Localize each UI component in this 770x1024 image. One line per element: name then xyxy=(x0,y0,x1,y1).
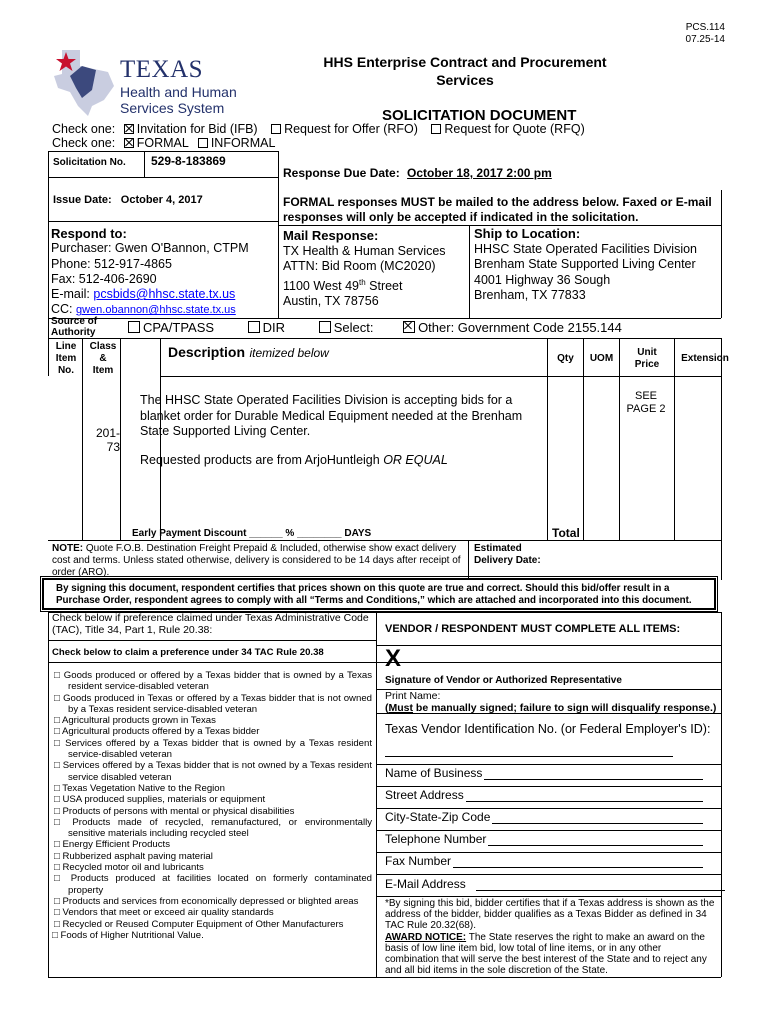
check-one-label-2: Check one: xyxy=(52,136,116,150)
business-field[interactable] xyxy=(385,766,703,780)
description-note: itemized below xyxy=(249,346,329,360)
preference-label: Goods produced in Texas or offered by a Texas bidder that is not owned by a Texas resident service-disabled veteran xyxy=(63,692,372,715)
formal-notice: FORMAL responses MUST be mailed to the address below. Faxed or E-mail responses will only be accepted if indicated in the solicitation. xyxy=(283,195,712,224)
header-qty: Qty xyxy=(557,353,574,364)
note-label: NOTE: xyxy=(52,543,84,554)
preference-item[interactable] xyxy=(54,896,372,907)
preference-item[interactable] xyxy=(54,919,372,930)
preference-label: Agricultural products grown in Texas xyxy=(61,715,216,727)
preference-label: Rubberized asphalt paving material xyxy=(62,850,213,862)
select-label: Select: xyxy=(333,320,374,335)
preference-label: Agricultural products offered by a Texas bidder xyxy=(61,726,260,738)
rfq-checkbox[interactable] xyxy=(431,124,441,134)
phone: Phone: 512-917-4865 xyxy=(51,256,172,271)
response-due-label: Response Due Date: xyxy=(283,166,400,180)
solicitation-number: 529-8-183869 xyxy=(151,154,226,168)
preference-item[interactable] xyxy=(54,862,372,873)
other-label: Other: Government Code 2155.144 xyxy=(418,320,622,335)
preference-label: USA produced supplies, materials or equipment xyxy=(62,794,266,806)
preference-label: Texas Vegetation Native to the Region xyxy=(62,782,225,794)
header-description xyxy=(168,344,329,362)
ship-to-title: Ship to Location: xyxy=(474,226,581,241)
informal-label: INFORMAL xyxy=(210,136,276,150)
vendor-must: VENDOR / RESPONDENT MUST COMPLETE ALL ITEMS: xyxy=(385,623,681,635)
ship-to-block xyxy=(474,226,697,304)
preference-label: Vendors that meet or exceed air quality standards xyxy=(62,907,274,919)
email-input[interactable] xyxy=(476,879,725,891)
agency-title-line1: HHS Enterprise Contract and Procurement xyxy=(323,54,607,70)
preference-item[interactable] xyxy=(54,794,372,805)
telephone-field[interactable] xyxy=(385,832,703,846)
delivery-date-label: Estimated Delivery Date: xyxy=(474,543,541,566)
form-revision: 07.25-14 xyxy=(685,34,725,45)
print-note-paren: ( xyxy=(385,702,389,714)
preference-last-checkbox[interactable]: □ xyxy=(52,929,58,941)
print-name-block xyxy=(385,690,716,714)
cc-link[interactable]: gwen.obannon@hhsc.state.tx.us xyxy=(76,304,236,317)
email-field-label: E-Mail Address xyxy=(385,877,466,891)
preference-list xyxy=(54,670,372,941)
mail-line4: Austin, TX 78756 xyxy=(283,294,379,309)
preference-item[interactable] xyxy=(54,715,372,726)
doc-title: SOLICITATION DOCUMENT xyxy=(382,107,577,124)
item-desc-line3: State Supported Living Center. xyxy=(140,424,311,438)
response-due xyxy=(283,166,552,180)
preference-item[interactable] xyxy=(54,907,372,918)
purchaser: Purchaser: Gwen O'Bannon, CTPM xyxy=(51,241,249,256)
authority-options xyxy=(128,320,622,335)
logo-line2: Health and Human xyxy=(120,84,237,100)
rfq-label: Request for Quote (RFQ) xyxy=(444,122,585,136)
mail-line3-sup: th xyxy=(358,277,366,287)
certify-text: By signing this document, respondent certifies that prices shown on this quote are true and correct. Should this bid/offer result in a Purchase Order, respondent agrees to comply with all “Terms and Conditions,” which are attached and incorporated into this document. xyxy=(56,583,692,606)
dir-label: DIR xyxy=(262,320,286,335)
agency-title xyxy=(290,53,640,89)
preference-checkbox[interactable]: □ xyxy=(54,895,60,907)
item-desc-line1: The HHSC State Operated Facilities Division is accepting bids for a xyxy=(140,393,513,407)
fax-input[interactable] xyxy=(453,856,703,868)
ship-line1: HHSC State Operated Facilities Division xyxy=(474,241,697,256)
ship-line4: Brenham, TX 77833 xyxy=(474,288,586,302)
item-unit-price: SEE PAGE 2 xyxy=(626,390,666,415)
other-checkbox[interactable] xyxy=(403,321,415,333)
formal-checkbox[interactable] xyxy=(124,138,134,148)
city-input[interactable] xyxy=(492,812,703,824)
preference-checkbox[interactable]: □ xyxy=(54,816,65,828)
signature-label: Signature of Vendor or Authorized Representative xyxy=(385,675,622,686)
fax-label: Fax Number xyxy=(385,854,452,868)
preference-item[interactable] xyxy=(54,726,372,737)
ship-line3: 4001 Highway 36 Sough xyxy=(474,272,611,287)
street-input[interactable] xyxy=(466,790,703,802)
award-label: AWARD NOTICE: xyxy=(385,931,467,943)
tin-label: Texas Vendor Identification No. (or Federal Employer's ID): xyxy=(385,722,711,736)
preference-item[interactable] xyxy=(54,670,372,693)
signature-x: X xyxy=(385,645,402,672)
texas-map-icon xyxy=(52,46,118,116)
print-note-text: be manually signed; failure to sign will disqualify response.) xyxy=(413,702,717,714)
form-id xyxy=(686,22,725,46)
preference-item[interactable] xyxy=(54,760,372,783)
logo-line3: Services System xyxy=(120,100,225,116)
business-label: Name of Business xyxy=(385,766,483,780)
preference-item[interactable] xyxy=(54,693,372,716)
print-name-note xyxy=(385,702,716,714)
preference-checkbox[interactable]: □ xyxy=(54,760,60,772)
respond-to-title: Respond to: xyxy=(51,226,127,241)
mail-response-block xyxy=(283,228,446,310)
issue-date xyxy=(53,194,203,206)
mail-line3a: 1100 West 49 xyxy=(283,278,359,293)
ifb-label: Invitation for Bid (IFB) xyxy=(136,122,258,136)
preference-checkbox[interactable]: □ xyxy=(54,715,60,727)
preference-label: Products produced at facilities located on formerly contaminated property xyxy=(68,873,373,896)
preference-checkbox[interactable]: □ xyxy=(54,794,60,806)
vendor-footnote xyxy=(385,898,717,976)
preference-item[interactable] xyxy=(54,873,372,896)
preference-label: Services offered by a Texas bidder that is owned by a Texas resident service-disabled veteran xyxy=(65,737,372,761)
mail-response-title: Mail Response: xyxy=(283,228,379,243)
formal-label: FORMAL xyxy=(136,136,189,150)
preference-intro: Check below if preference claimed under Texas Administrative Code (TAC), Title 34, Part 1, Rule 20.38: xyxy=(52,612,369,636)
preference-label: Energy Efficient Products xyxy=(62,839,171,851)
award-notice xyxy=(385,932,717,977)
preference-item[interactable] xyxy=(54,806,372,817)
header-extension: Extension xyxy=(681,353,729,364)
preference-checkbox[interactable]: □ xyxy=(54,737,62,749)
street-label: Street Address xyxy=(385,788,464,802)
award-text: The State reserves the right to make an award on the basis of low line item bid, low total of line items, or in any other combination that will serve the best interest of the State and to reject any and all bid items in the sole discretion of the State. xyxy=(385,931,707,977)
preference-checkbox[interactable]: □ xyxy=(54,918,60,930)
formal-type-row xyxy=(52,136,275,150)
preference-checkbox[interactable]: □ xyxy=(54,692,61,704)
cpa-checkbox[interactable] xyxy=(128,321,140,333)
logo-texas: TEXAS xyxy=(120,56,204,83)
business-input[interactable] xyxy=(484,768,703,780)
texas-bidder-note: *By signing this bid, bidder certifies that if a Texas address is shown as the address of the bidder, bidder qualifies as a Texas Bidder as defined in 34 TAC Rule 20.32(68). xyxy=(385,898,715,932)
issue-label: Issue Date: xyxy=(53,194,112,206)
city-label: City-State-Zip Code xyxy=(385,810,491,824)
email-label: E-mail: xyxy=(51,287,94,302)
item-or-equal: OR EQUAL xyxy=(383,452,448,467)
response-due-value: October 18, 2017 2:00 pm xyxy=(407,166,552,180)
preference-checkbox[interactable]: □ xyxy=(54,862,60,874)
item-desc-line4 xyxy=(140,453,545,469)
city-field[interactable] xyxy=(385,810,703,824)
preference-checkbox[interactable]: □ xyxy=(54,873,64,885)
preference-label: Goods produced or offered by a Texas bidder that is owned by a Texas resident service-disabled veteran xyxy=(63,670,372,693)
item-description xyxy=(140,393,545,468)
preference-item[interactable] xyxy=(54,783,372,794)
mail-line3 xyxy=(283,275,446,295)
dir-checkbox[interactable] xyxy=(248,321,260,333)
informal-checkbox[interactable] xyxy=(198,138,208,148)
preference-checkbox[interactable]: □ xyxy=(54,850,60,862)
rfo-label: Request for Offer (RFO) xyxy=(284,122,418,136)
form-number: PCS.114 xyxy=(685,22,725,33)
preference-item[interactable] xyxy=(54,851,372,862)
ship-line2: Brenham State Supported Living Center xyxy=(474,257,696,271)
description-label: Description xyxy=(168,344,246,360)
early-payment: Early Payment Discount ______ % ________ DAYS xyxy=(132,528,372,539)
email-row xyxy=(51,287,249,302)
total-label: Total xyxy=(552,526,580,540)
authority-label: Source of Authority xyxy=(51,316,98,338)
preference-label: Recycled or Reused Computer Equipment of Other Manufacturers xyxy=(62,918,344,930)
must-word: Must xyxy=(388,702,413,714)
issue-value: October 4, 2017 xyxy=(120,194,203,206)
telephone-input[interactable] xyxy=(488,834,703,846)
respond-to-block xyxy=(51,226,249,319)
preference-checkbox[interactable]: □ xyxy=(54,782,60,794)
preference-label: Products made of recycled, remanufactured, or environmentally sensitive materials including recycled steel xyxy=(68,816,373,840)
header-line-item: Line Item No. xyxy=(55,341,77,376)
preference-label: Products of persons with mental or physical disabilities xyxy=(62,805,295,817)
select-checkbox[interactable] xyxy=(319,321,331,333)
preference-checkbox[interactable]: □ xyxy=(54,839,60,851)
preference-item[interactable] xyxy=(54,738,372,761)
preference-last[interactable] xyxy=(52,930,372,941)
check-one-label: Check one: xyxy=(52,122,116,136)
preference-checkbox[interactable]: □ xyxy=(54,726,60,738)
hhs-logo xyxy=(52,46,242,118)
solicitation-type-row xyxy=(52,122,585,136)
certify-box xyxy=(42,578,716,610)
note-text: Quote F.O.B. Destination Freight Prepaid & Included, otherwise show exact delivery cost and terms. Unless stated otherwise, delivery is considered to be 14 days after receipt of order (ARO). xyxy=(52,543,461,578)
preference-item[interactable] xyxy=(54,839,372,850)
fax-field[interactable] xyxy=(385,854,703,868)
preference-checkbox[interactable]: □ xyxy=(54,805,60,817)
street-field[interactable] xyxy=(385,788,703,802)
cc-label: CC: xyxy=(51,302,76,317)
fax: Fax: 512-406-2690 xyxy=(51,271,157,286)
ifb-checkbox[interactable] xyxy=(124,124,134,134)
preference-label: Recycled motor oil and lubricants xyxy=(62,862,204,874)
item-desc-line2: blanket order for Durable Medical Equipment needed at the Brenham xyxy=(140,408,523,423)
preference-heading: Check below to claim a preference under 34 TAC Rule 20.38 xyxy=(52,647,324,658)
preference-item[interactable] xyxy=(54,817,372,840)
preference-label: Services offered by a Texas bidder that is not owned by a Texas resident service disabled veteran xyxy=(62,760,372,783)
tin-line[interactable] xyxy=(385,756,673,757)
preference-checkbox[interactable]: □ xyxy=(54,907,60,919)
preference-checkbox[interactable]: □ xyxy=(54,670,61,681)
item-class: 201-73 xyxy=(95,426,120,454)
mail-line3b: Street xyxy=(365,278,403,293)
header-uom: UOM xyxy=(589,353,614,364)
preference-last-label: Foods of Higher Nutritional Value. xyxy=(60,929,204,941)
item-desc-line4-text: Requested products are from ArjoHuntleigh xyxy=(140,452,384,467)
preference-label: Products and services from economically depressed or blighted areas xyxy=(62,895,359,907)
telephone-label: Telephone Number xyxy=(385,832,487,846)
mail-line1: TX Health & Human Services xyxy=(283,243,446,258)
agency-title-line2: Services xyxy=(436,72,494,88)
rfo-checkbox[interactable] xyxy=(271,124,281,134)
email-field[interactable] xyxy=(385,877,725,891)
solicitation-label: Solicitation No. xyxy=(53,157,126,168)
print-name-label: Print Name: xyxy=(385,690,441,702)
cpa-label: CPA/TPASS xyxy=(143,320,215,335)
header-unit-price: Unit Price xyxy=(634,347,660,370)
delivery-note xyxy=(52,543,464,579)
email-link[interactable]: pcsbids@hhsc.state.tx.us xyxy=(93,287,236,302)
header-class-item: Class & Item xyxy=(89,341,117,376)
mail-line2: ATTN: Bid Room (MC2020) xyxy=(283,259,436,273)
